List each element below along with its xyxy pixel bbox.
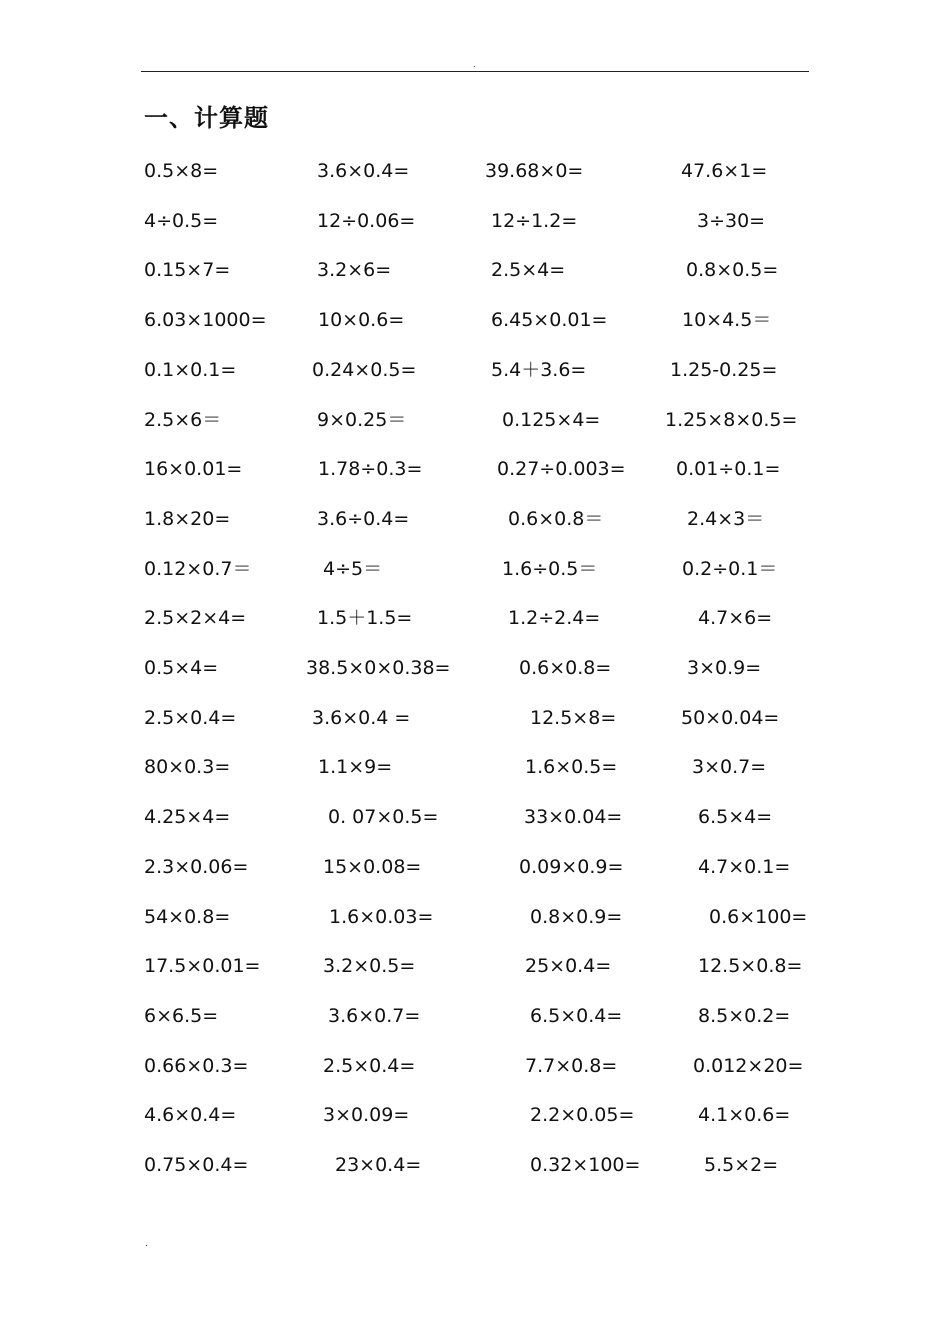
problem-r6-c3: 0.125×4= bbox=[502, 409, 601, 431]
problem-r11-c2: 38.5×0×0.38= bbox=[306, 657, 451, 679]
problem-r18-c2: 3.6×0.7= bbox=[328, 1005, 421, 1027]
problem-r3-c4: 0.8×0.5= bbox=[686, 259, 779, 281]
problem-r3-c2: 3.2×6= bbox=[317, 259, 392, 281]
problem-r11-c4: 3×0.9= bbox=[687, 657, 762, 679]
header-mark: . bbox=[473, 59, 476, 69]
problem-r21-c2: 23×0.4= bbox=[335, 1154, 422, 1176]
problem-r12-c4: 50×0.04= bbox=[681, 707, 780, 729]
section-title: 一、计算题 bbox=[144, 104, 269, 132]
problem-r16-c4: 0.6×100= bbox=[709, 906, 808, 928]
problem-r20-c3: 2.2×0.05= bbox=[530, 1104, 635, 1126]
problem-r7-c4: 0.01÷0.1= bbox=[676, 458, 781, 480]
problem-r1-c4: 47.6×1= bbox=[681, 160, 768, 182]
problem-r20-c2: 3×0.09= bbox=[323, 1104, 410, 1126]
problem-r13-c1: 80×0.3= bbox=[144, 756, 231, 778]
problem-r16-c2: 1.6×0.03= bbox=[329, 906, 434, 928]
problem-r14-c1: 4.25×4= bbox=[144, 806, 231, 828]
problem-r19-c4: 0.012×20= bbox=[693, 1055, 804, 1077]
problem-r5-c3: 5.4＋3.6= bbox=[491, 359, 587, 381]
problem-r7-c1: 16×0.01= bbox=[144, 458, 243, 480]
problem-r16-c3: 0.8×0.9= bbox=[530, 906, 623, 928]
problem-r1-c2: 3.6×0.4= bbox=[317, 160, 410, 182]
problem-r2-c1: 4÷0.5= bbox=[144, 210, 219, 232]
problem-r14-c2: 0. 07×0.5= bbox=[328, 806, 439, 828]
problem-r19-c2: 2.5×0.4= bbox=[323, 1055, 416, 1077]
problem-r12-c3: 12.5×8= bbox=[530, 707, 617, 729]
problem-r19-c3: 7.7×0.8= bbox=[525, 1055, 618, 1077]
problem-r5-c4: 1.25-0.25= bbox=[670, 359, 778, 381]
problem-r4-c1: 6.03×1000= bbox=[144, 309, 267, 331]
problem-r8-c2: 3.6÷0.4= bbox=[317, 508, 410, 530]
problem-r18-c4: 8.5×0.2= bbox=[698, 1005, 791, 1027]
problem-r13-c2: 1.1×9= bbox=[318, 756, 393, 778]
problem-r3-c1: 0.15×7= bbox=[144, 259, 231, 281]
problem-r19-c1: 0.66×0.3= bbox=[144, 1055, 249, 1077]
problem-r17-c3: 25×0.4= bbox=[525, 955, 612, 977]
problem-r1-c1: 0.5×8= bbox=[144, 160, 219, 182]
problem-r5-c2: 0.24×0.5= bbox=[312, 359, 417, 381]
problem-r21-c1: 0.75×0.4= bbox=[144, 1154, 249, 1176]
problem-r18-c1: 6×6.5= bbox=[144, 1005, 219, 1027]
problem-r20-c4: 4.1×0.6= bbox=[698, 1104, 791, 1126]
problem-r17-c2: 3.2×0.5= bbox=[323, 955, 416, 977]
problem-r4-c2: 10×0.6= bbox=[318, 309, 405, 331]
problem-r13-c4: 3×0.7= bbox=[692, 756, 767, 778]
problem-r10-c1: 2.5×2×4= bbox=[144, 607, 247, 629]
problem-r16-c1: 54×0.8= bbox=[144, 906, 231, 928]
problem-r17-c4: 12.5×0.8= bbox=[698, 955, 803, 977]
problem-r21-c4: 5.5×2= bbox=[704, 1154, 779, 1176]
problem-r10-c3: 1.2÷2.4= bbox=[508, 607, 601, 629]
problem-r13-c3: 1.6×0.5= bbox=[525, 756, 618, 778]
problem-r7-c2: 1.78÷0.3= bbox=[318, 458, 423, 480]
problem-r1-c3: 39.68×0= bbox=[485, 160, 584, 182]
problem-r17-c1: 17.5×0.01= bbox=[144, 955, 261, 977]
problem-r9-c3: 1.6÷0.5＝ bbox=[502, 558, 598, 580]
problem-r15-c2: 15×0.08= bbox=[323, 856, 422, 878]
problem-r5-c1: 0.1×0.1= bbox=[144, 359, 237, 381]
problem-r2-c2: 12÷0.06= bbox=[317, 210, 416, 232]
problem-r12-c1: 2.5×0.4= bbox=[144, 707, 237, 729]
problem-r18-c3: 6.5×0.4= bbox=[530, 1005, 623, 1027]
problem-r3-c3: 2.5×4= bbox=[491, 259, 566, 281]
problem-r4-c4: 10×4.5＝ bbox=[682, 309, 772, 331]
footer-mark: . bbox=[145, 1237, 149, 1249]
problem-r9-c2: 4÷5＝ bbox=[323, 558, 383, 580]
problem-r6-c1: 2.5×6＝ bbox=[144, 409, 222, 431]
problem-r14-c4: 6.5×4= bbox=[698, 806, 773, 828]
problem-r10-c4: 4.7×6= bbox=[698, 607, 773, 629]
problem-r9-c1: 0.12×0.7＝ bbox=[144, 558, 252, 580]
problem-r10-c2: 1.5＋1.5= bbox=[317, 607, 413, 629]
problem-r11-c1: 0.5×4= bbox=[144, 657, 219, 679]
problem-r21-c3: 0.32×100= bbox=[530, 1154, 641, 1176]
problem-r6-c2: 9×0.25＝ bbox=[317, 409, 407, 431]
problem-r15-c1: 2.3×0.06= bbox=[144, 856, 249, 878]
problem-r8-c4: 2.4×3＝ bbox=[687, 508, 765, 530]
problem-r15-c4: 4.7×0.1= bbox=[698, 856, 791, 878]
problem-r20-c1: 4.6×0.4= bbox=[144, 1104, 237, 1126]
problem-r14-c3: 33×0.04= bbox=[524, 806, 623, 828]
problem-r2-c3: 12÷1.2= bbox=[491, 210, 578, 232]
problem-r15-c3: 0.09×0.9= bbox=[519, 856, 624, 878]
problem-r9-c4: 0.2÷0.1＝ bbox=[682, 558, 778, 580]
problem-r4-c3: 6.45×0.01= bbox=[491, 309, 608, 331]
problem-r11-c3: 0.6×0.8= bbox=[519, 657, 612, 679]
problem-r7-c3: 0.27÷0.003= bbox=[497, 458, 626, 480]
problem-r6-c4: 1.25×8×0.5= bbox=[665, 409, 798, 431]
problem-r12-c2: 3.6×0.4 = bbox=[312, 707, 411, 729]
problem-r8-c1: 1.8×20= bbox=[144, 508, 231, 530]
problem-r8-c3: 0.6×0.8＝ bbox=[508, 508, 604, 530]
problem-r2-c4: 3÷30= bbox=[697, 210, 766, 232]
